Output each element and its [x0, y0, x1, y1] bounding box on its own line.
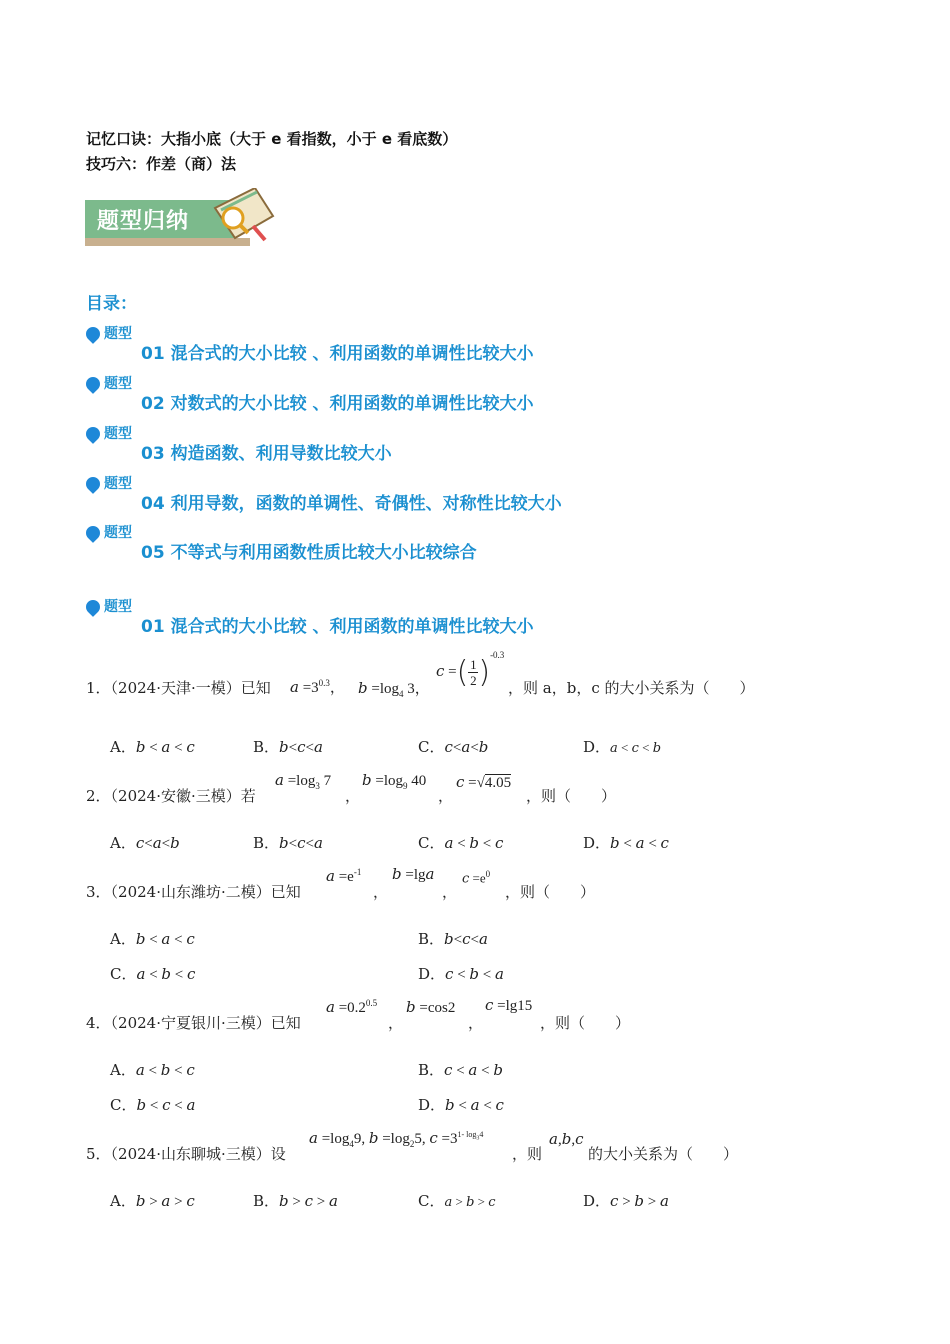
q3-comma-1: ，	[373, 885, 389, 901]
pin-icon	[83, 523, 103, 543]
q4-option-b[interactable]: B．c < a < b	[418, 1061, 503, 1079]
q1-option-d[interactable]: D．a < c < b	[583, 738, 662, 756]
q2-expr-a: $a =\log_3$ 7	[275, 771, 332, 791]
q1-option-b[interactable]: B．b<c<a	[253, 738, 323, 756]
q1-tail: ，则 a，b，c 的大小关系为（ ）	[508, 679, 755, 697]
q3-expr-a: $a =e^{-1}$	[326, 867, 362, 885]
q2-comma-2: ，	[438, 789, 454, 805]
banner-title: 题型归纳	[97, 209, 190, 234]
tip-line-2: 技巧六：作差（商）法	[86, 155, 237, 173]
q5-option-a[interactable]: A．b > a > c	[110, 1192, 195, 1210]
q3-expr-c: $c =e^0$	[462, 869, 491, 887]
q2-expr-c: c =√4.05	[456, 773, 512, 791]
q4-comma-2: ，	[468, 1016, 484, 1032]
q2-option-c[interactable]: C．a < b < c	[418, 834, 504, 852]
q1-option-c[interactable]: C．c<a<b	[418, 738, 489, 756]
q3-option-b[interactable]: B．b<c<a	[418, 930, 488, 948]
toc-tag-5: 题型	[86, 524, 132, 542]
q4-option-d[interactable]: D．b < a < c	[418, 1096, 504, 1114]
toc-title: 目录：	[86, 294, 137, 314]
pin-icon	[83, 597, 103, 617]
q1-option-a[interactable]: A．b < a < c	[110, 738, 195, 756]
q1-expr-b: $b =\log_4$ 3，	[358, 679, 430, 699]
q5-option-b[interactable]: B．b > c > a	[253, 1192, 338, 1210]
q5-option-c[interactable]: C．a > b > c	[418, 1192, 496, 1210]
q4-expr-a: $a =0.2^{0.5}$	[326, 998, 378, 1016]
q4-option-c[interactable]: C．b < c < a	[110, 1096, 196, 1114]
q2-option-d[interactable]: D．b < a < c	[583, 834, 669, 852]
question-3: 3．（2024·山东潍坊·二模）已知	[86, 883, 301, 901]
toc-tag-1: 题型	[86, 325, 132, 343]
q5-tail-1: ，则	[512, 1145, 543, 1163]
q5-vars: a,b,c	[549, 1130, 584, 1148]
q3-expr-b: b =lga	[392, 865, 435, 883]
toc-tag-3: 题型	[86, 425, 132, 443]
pin-icon	[83, 474, 103, 494]
pin-icon	[83, 374, 103, 394]
banner	[85, 188, 275, 248]
section-tag: 题型	[86, 598, 132, 616]
q2-option-b[interactable]: B．b<c<a	[253, 834, 323, 852]
question-5: 5．（2024·山东聊城·三模）设	[86, 1145, 286, 1163]
q4-tail: ，则（ ）	[540, 1014, 631, 1032]
q3-option-a[interactable]: A．b < a < c	[110, 930, 195, 948]
q2-option-a[interactable]: A．c<a<b	[110, 834, 180, 852]
q3-tail: ，则（ ）	[505, 883, 596, 901]
toc-tag-2: 题型	[86, 375, 132, 393]
q4-expr-b: b =cos2	[406, 998, 456, 1016]
toc-tag-4: 题型	[86, 475, 132, 493]
pin-icon	[83, 424, 103, 444]
q4-option-a[interactable]: A．a < b < c	[110, 1061, 195, 1079]
q5-expr: $a =\log_49$, $b =\log_25$, $c =3^{1- log_34}$	[309, 1129, 484, 1149]
toc-item-1[interactable]: 01 混合式的大小比较 、利用函数的单调性比较大小	[141, 344, 534, 364]
question-4: 4．（2024·宁夏银川·三模）已知	[86, 1014, 301, 1032]
q5-tail-2: 的大小关系为（ ）	[588, 1145, 739, 1163]
q2-tail: ，则（ ）	[526, 787, 617, 805]
q4-expr-c: c =lg15	[485, 996, 533, 1014]
q1-expr-a: $a =3^{0.3}$，	[290, 678, 345, 696]
q3-option-c[interactable]: C．a < b < c	[110, 965, 196, 983]
q3-option-d[interactable]: D．c < b < a	[418, 965, 504, 983]
q2-comma-1: ，	[345, 789, 361, 805]
section-title: 01 混合式的大小比较 、利用函数的单调性比较大小	[141, 617, 534, 637]
toc-item-3[interactable]: 03 构造函数、利用导数比较大小	[141, 444, 392, 464]
q2-expr-b: $b =\log_9$ 40	[362, 771, 427, 791]
q4-comma-1: ，	[388, 1016, 404, 1032]
q5-option-d[interactable]: D．c > b > a	[583, 1192, 669, 1210]
tip-line-1: 记忆口诀：大指小底（大于 e 看指数，小于 e 看底数）	[86, 130, 458, 148]
toc-item-5[interactable]: 05 不等式与利用函数性质比较大小比较综合	[141, 543, 477, 563]
toc-item-2[interactable]: 02 对数式的大小比较 、利用函数的单调性比较大小	[141, 394, 534, 414]
pin-icon	[83, 324, 103, 344]
toc-item-4[interactable]: 04 利用导数，函数的单调性、奇偶性、对称性比较大小	[141, 494, 562, 514]
question-2: 2．（2024·安徽·三模）若	[86, 787, 256, 805]
question-1: 1．（2024·天津·一模）已知	[86, 679, 271, 697]
q3-comma-2: ，	[442, 885, 458, 901]
q1-expr-c: c =( $\frac{1}{2}$ )$^{-0.3}$	[436, 650, 505, 691]
